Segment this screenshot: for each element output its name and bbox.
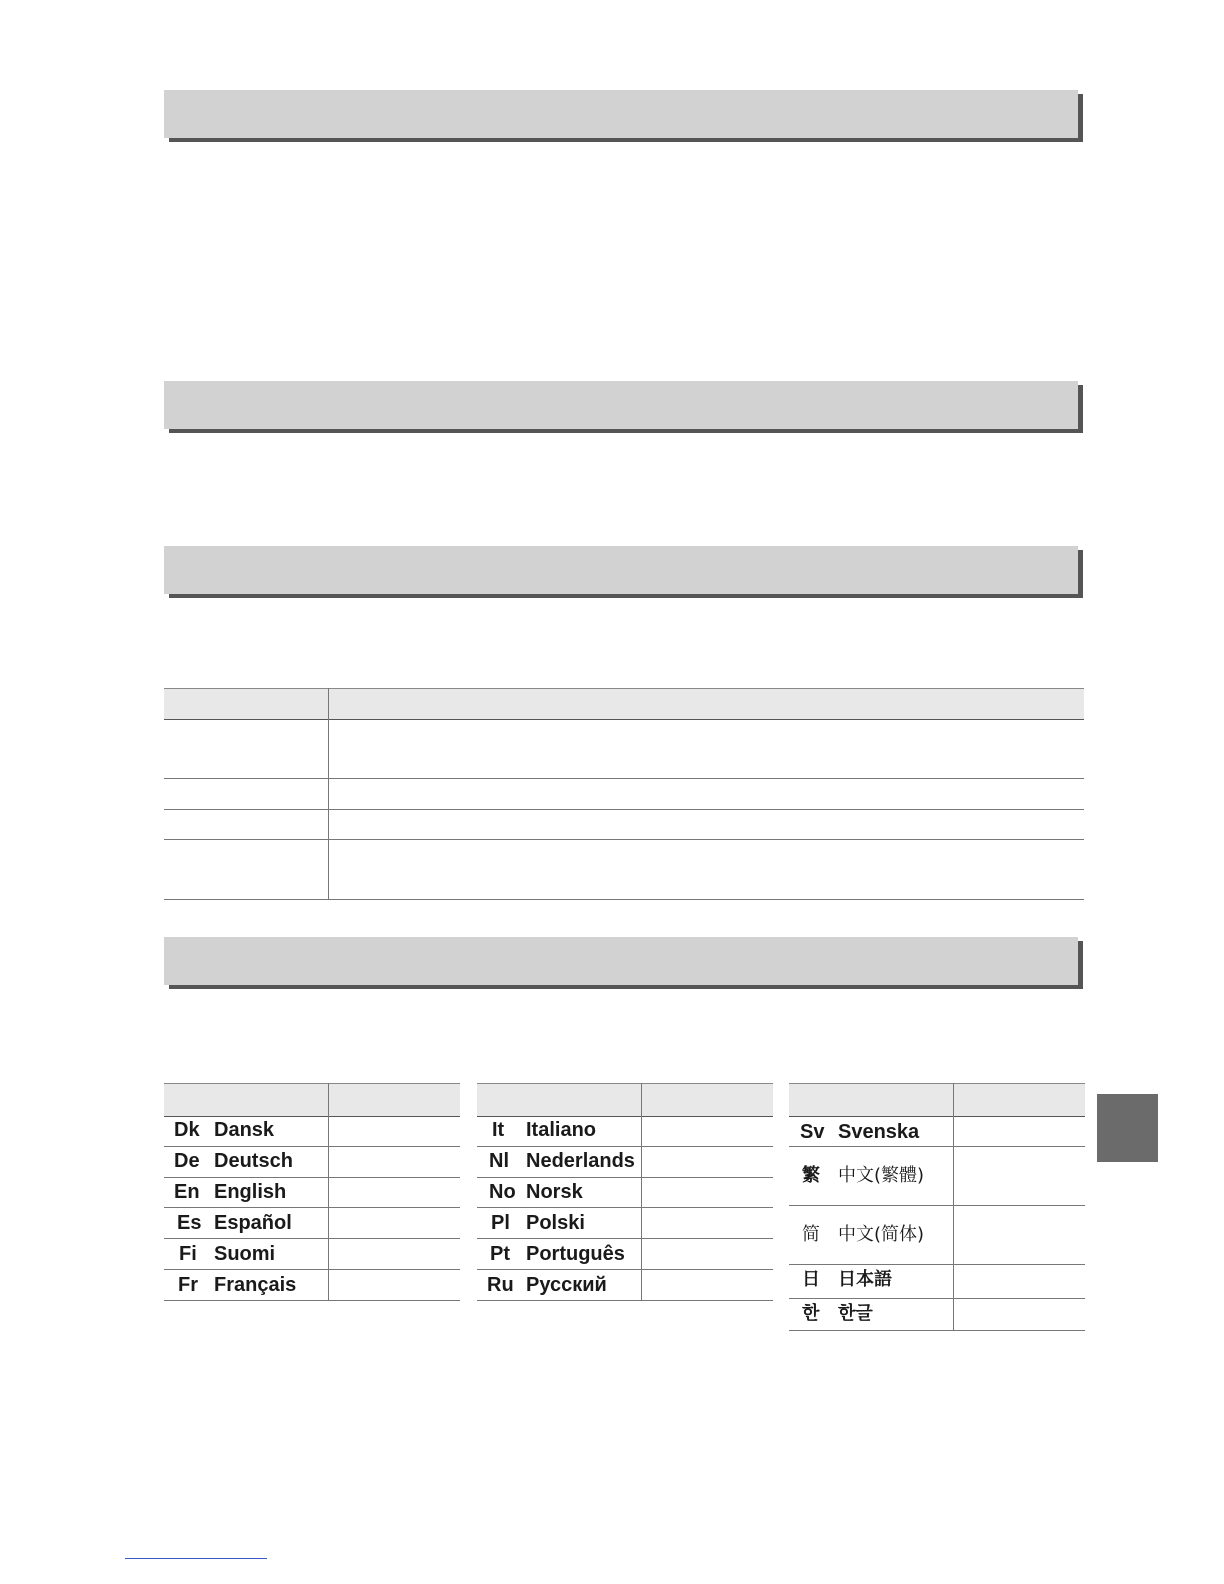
language-table-rule	[477, 1146, 773, 1147]
language-table-header	[789, 1083, 1085, 1117]
language-table-rule	[164, 1177, 460, 1178]
language-name: Italiano	[526, 1119, 597, 1141]
language-table-rule	[477, 1207, 773, 1208]
options-table-rule	[164, 778, 1084, 779]
language-table-divider	[328, 1083, 329, 1300]
language-code: Es	[177, 1212, 202, 1234]
language-table-3	[789, 1083, 1085, 1331]
language-table-rule	[477, 1177, 773, 1178]
language-name: 日本語	[838, 1269, 892, 1290]
options-table-header	[164, 688, 1084, 720]
language-name: Dansk	[214, 1119, 275, 1141]
language-name: 中文(简体)	[838, 1224, 925, 1245]
language-code: Nl	[489, 1150, 509, 1172]
section-header-bar-1	[164, 90, 1078, 138]
chapter-tab[interactable]	[1097, 1094, 1158, 1162]
language-code: Sv	[800, 1121, 825, 1143]
language-name: Nederlands	[526, 1150, 635, 1172]
language-table-rule	[164, 1300, 460, 1301]
language-table-header	[164, 1083, 460, 1117]
language-code: Fi	[179, 1243, 197, 1265]
language-name: Español	[214, 1212, 292, 1234]
language-code: De	[174, 1150, 200, 1172]
language-code: 日	[802, 1269, 820, 1290]
options-table-rule	[164, 809, 1084, 810]
language-name: Русский	[526, 1274, 607, 1296]
language-table-rule	[477, 1238, 773, 1239]
language-name: Svenska	[838, 1121, 920, 1143]
language-table-rule	[477, 1300, 773, 1301]
language-name: Deutsch	[214, 1150, 293, 1172]
language-code: En	[174, 1181, 200, 1203]
language-code: Pl	[491, 1212, 510, 1234]
language-table-header	[477, 1083, 773, 1117]
footer-link[interactable]	[125, 1558, 267, 1559]
options-table-rule	[164, 839, 1084, 840]
language-name: 中文(繁體)	[838, 1165, 925, 1186]
section-header-bar-2	[164, 381, 1078, 429]
language-name: English	[214, 1181, 287, 1203]
language-table-divider	[641, 1083, 642, 1300]
language-code: Ru	[487, 1274, 514, 1296]
language-code: 繁	[802, 1165, 820, 1186]
options-table	[164, 688, 1084, 900]
language-table-rule	[477, 1269, 773, 1270]
language-table-rule	[789, 1146, 1085, 1147]
language-table-divider	[953, 1083, 954, 1331]
language-table-2	[477, 1083, 773, 1301]
language-table-rule	[164, 1146, 460, 1147]
language-code: Fr	[178, 1274, 198, 1296]
section-header-bar-4	[164, 937, 1078, 985]
language-table-rule	[789, 1264, 1085, 1265]
language-code: Dk	[174, 1119, 200, 1141]
language-table-rule	[164, 1238, 460, 1239]
options-table-rule	[164, 899, 1084, 900]
language-table-rule	[789, 1205, 1085, 1206]
language-table-rule	[789, 1330, 1085, 1331]
language-name: Norsk	[526, 1181, 583, 1203]
language-code: 简	[802, 1224, 820, 1245]
language-name: Suomi	[214, 1243, 276, 1265]
language-code: Pt	[490, 1243, 510, 1265]
language-code: 한	[802, 1303, 820, 1324]
language-name: Português	[526, 1243, 625, 1265]
language-table-rule	[164, 1269, 460, 1270]
language-name: 한글	[838, 1303, 873, 1324]
language-table-1	[164, 1083, 460, 1301]
language-code: No	[489, 1181, 516, 1203]
language-table-rule	[164, 1207, 460, 1208]
language-code: It	[492, 1119, 505, 1141]
section-header-bar-3	[164, 546, 1078, 594]
language-table-rule	[789, 1298, 1085, 1299]
options-table-divider	[328, 688, 329, 899]
language-name: Français	[214, 1274, 297, 1296]
language-name: Polski	[526, 1212, 585, 1234]
